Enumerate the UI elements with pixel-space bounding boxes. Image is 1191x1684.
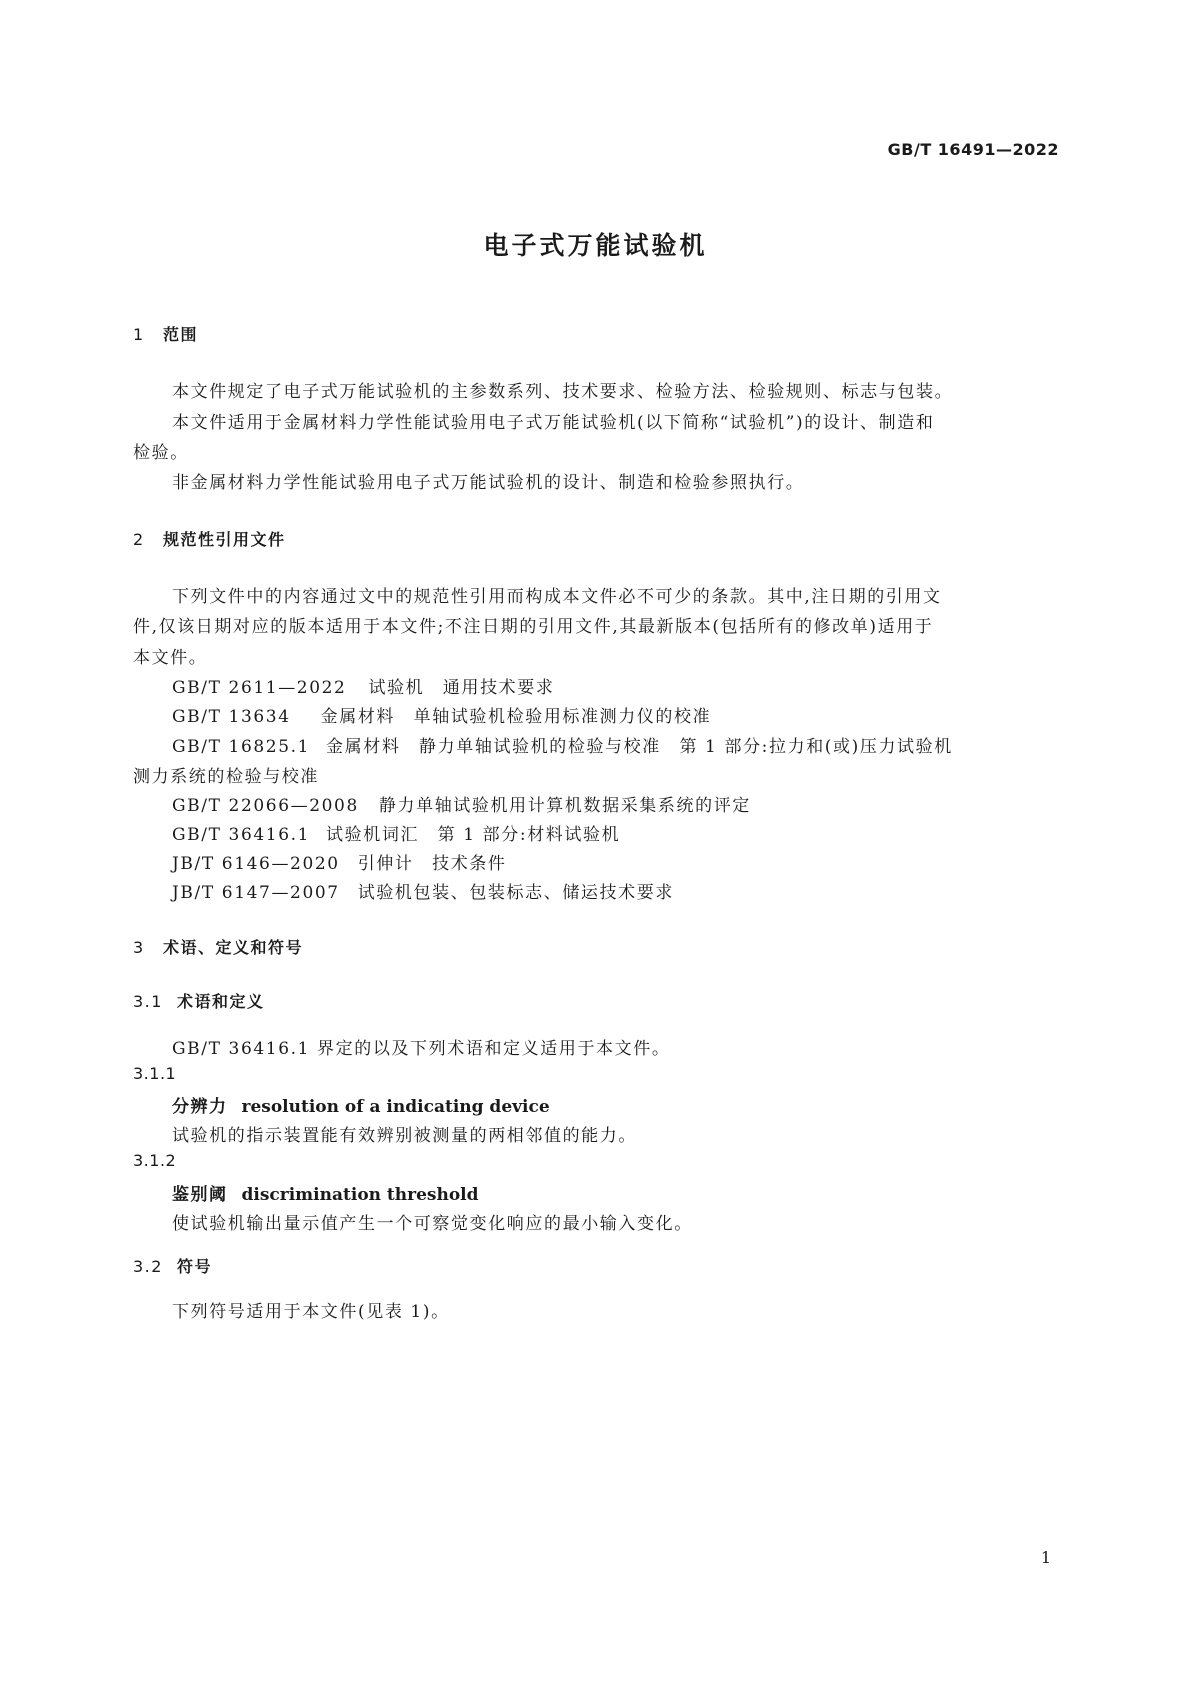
term-definition: 试验机的指示装置能有效辨别被测量的两相邻值的能力。 [172,1126,637,1146]
term-name-en: discrimination threshold [241,1185,479,1205]
reference-item [172,791,751,816]
term-number: 3.1.2 [133,1151,177,1170]
term-name-zh: 分辨力 [172,1097,228,1117]
reference-item [172,849,507,874]
reference-code: GB/T 2611—2022 [172,678,347,698]
reference-code: JB/T 6147—2007 [172,883,340,903]
document-title: 电子式万能试验机 [483,231,708,260]
term-heading [172,1092,550,1117]
section-1-heading [133,322,198,345]
section-2-title: 规范性引用文件 [163,530,286,549]
section-3-title: 术语、定义和符号 [163,938,304,957]
section-3-2-heading [133,1254,212,1277]
section-1-paragraph-2: 本文件适用于金属材料力学性能试验用电子式万能试验机(以下简称“试验机”)的设计、制造和 [172,413,935,433]
section-3-number: 3 [133,938,145,957]
term-heading [172,1180,479,1205]
section-2-intro-line-3: 本文件。 [133,648,208,668]
reference-title: 试验机词汇 第 1 部分:材料试验机 [326,825,621,845]
reference-code: GB/T 36416.1 [172,825,311,845]
reference-item-continuation: 测力系统的检验与校准 [133,767,319,787]
section-3-2-title: 符号 [177,1257,213,1276]
reference-title: 试验机 通用技术要求 [368,678,555,698]
section-3-1-heading [133,989,265,1012]
reference-code: GB/T 16825.1 [172,737,311,757]
reference-title: 金属材料 静力单轴试验机的检验与校准 第 1 部分:拉力和(或)压力试验机 [326,737,953,757]
section-2-heading [133,527,286,550]
section-1-paragraph-2-cont: 检验。 [133,443,189,463]
section-3-1-intro: GB/T 36416.1 界定的以及下列术语和定义适用于本文件。 [172,1039,671,1059]
reference-title: 引伸计 技术条件 [357,854,507,874]
section-1-title: 范围 [163,325,199,344]
reference-item [172,820,620,845]
section-1-paragraph-1: 本文件规定了电子式万能试验机的主参数系列、技术要求、检验方法、检验规则、标志与包装。 [172,382,954,402]
reference-code: GB/T 22066—2008 [172,796,359,816]
section-2-number: 2 [133,530,145,549]
reference-code: JB/T 6146—2020 [172,854,340,874]
reference-item [172,673,554,698]
term-definition: 使试验机输出量示值产生一个可察觉变化响应的最小输入变化。 [172,1214,693,1234]
standard-number: GB/T 16491—2022 [887,140,1059,159]
reference-item [172,878,674,903]
term-number: 3.1.1 [133,1064,177,1083]
section-3-1-number: 3.1 [133,992,163,1011]
section-3-1-title: 术语和定义 [177,992,265,1011]
reference-title: 静力单轴试验机用计算机数据采集系统的评定 [378,796,751,816]
term-name-zh: 鉴别阈 [172,1185,228,1205]
section-3-2-text: 下列符号适用于本文件(见表 1)。 [172,1302,450,1322]
section-1-number: 1 [133,325,145,344]
page-number: 1 [1040,1548,1051,1567]
section-3-2-number: 3.2 [133,1257,163,1276]
section-2-intro-line-2: 件,仅该日期对应的版本适用于本文件;不注日期的引用文件,其最新版本(包括所有的修改单)适用于 [133,617,934,637]
section-2-intro-line-1: 下列文件中的内容通过文中的规范性引用而构成本文件必不可少的条款。其中,注日期的引用文 [172,587,942,607]
reference-title: 试验机包装、包装标志、储运技术要求 [357,883,674,903]
reference-title: 金属材料 单轴试验机检验用标准测力仪的校准 [320,707,712,727]
reference-item [172,702,711,727]
term-name-en: resolution of a indicating device [241,1097,550,1117]
reference-item [172,732,953,757]
section-3-heading [133,935,303,958]
reference-code: GB/T 13634 [172,707,291,727]
section-1-paragraph-3: 非金属材料力学性能试验用电子式万能试验机的设计、制造和检验参照执行。 [172,473,805,493]
